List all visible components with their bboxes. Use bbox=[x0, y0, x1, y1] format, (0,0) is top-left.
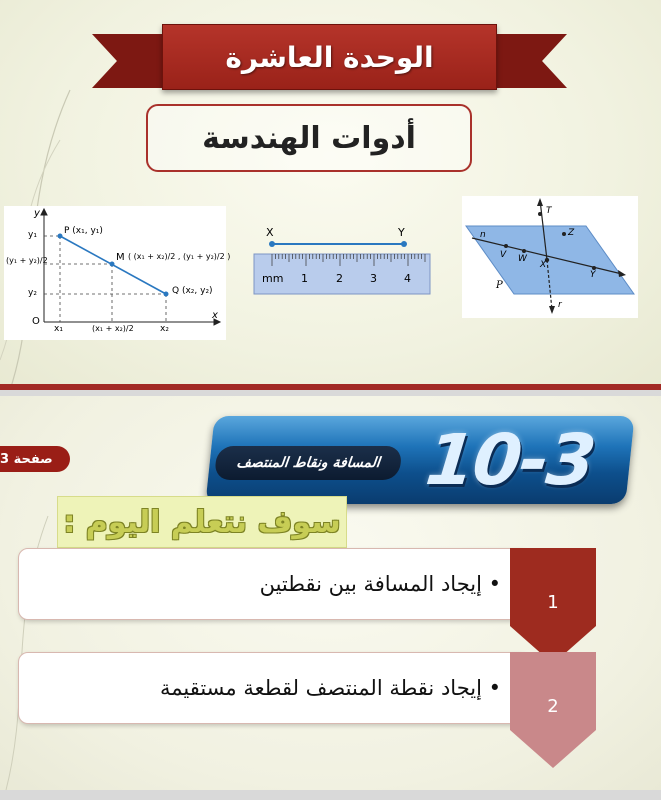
ruler-tick-2: 2 bbox=[336, 272, 343, 285]
page-number-tab bbox=[0, 446, 70, 472]
ruler-tick-3: 3 bbox=[370, 272, 377, 285]
objective-text-1: • إيجاد المسافة بين نقطتين bbox=[259, 572, 501, 596]
axis-y-label: y bbox=[34, 208, 40, 219]
objective-number-1: 1 bbox=[547, 592, 559, 613]
point-p-label: P (x₁, y₁) bbox=[64, 226, 103, 236]
axis-x-label: x bbox=[212, 310, 218, 321]
y1-label: y₁ bbox=[28, 230, 37, 240]
lesson-banner bbox=[205, 416, 634, 504]
point-m bbox=[110, 262, 115, 267]
plane-point-z: Z bbox=[568, 228, 575, 238]
plane-label: P bbox=[496, 280, 503, 291]
plane-line-n: n bbox=[480, 230, 486, 240]
ruler-tick-4: 4 bbox=[404, 272, 411, 285]
objective-number-2: 2 bbox=[547, 696, 559, 717]
ruler-figure bbox=[246, 222, 436, 302]
plane-point-y: Y bbox=[590, 270, 596, 280]
coordinate-figure bbox=[4, 206, 231, 340]
x-mid-label: (x₁ + x₂)/2 bbox=[92, 324, 134, 333]
slide-unit-cover bbox=[0, 0, 661, 390]
point-m-coords: ( (x₁ + x₂)/2 , (y₁ + y₂)/2 ) bbox=[128, 252, 231, 261]
plane-line-r: r bbox=[558, 300, 562, 310]
plane-point-x: X bbox=[540, 260, 547, 270]
objective-chevron-2 bbox=[510, 652, 596, 768]
ruler-point-x-label: X bbox=[266, 226, 274, 239]
point-x bbox=[269, 241, 275, 247]
plane-figure bbox=[462, 196, 638, 318]
point-m-label: M bbox=[116, 252, 125, 263]
point-q-label: Q (x₂, y₂) bbox=[172, 286, 213, 296]
objective-chevron-1 bbox=[510, 548, 596, 664]
objective-item-2 bbox=[18, 652, 530, 724]
unit-title-ribbon bbox=[92, 6, 567, 106]
ruler-unit-label: mm bbox=[262, 272, 284, 285]
subtitle-box bbox=[146, 104, 472, 172]
page-number-label: صفحة 3 bbox=[0, 451, 53, 467]
lesson-title-band bbox=[214, 446, 403, 480]
unit-title: الوحدة العاشرة bbox=[225, 40, 434, 74]
plane-point-w: W bbox=[518, 254, 527, 264]
x2-label: x₂ bbox=[160, 324, 169, 334]
learn-heading-box bbox=[57, 496, 347, 548]
point-p bbox=[58, 234, 63, 239]
ruler-tick-1: 1 bbox=[301, 272, 308, 285]
lesson-title: المسافة ونقاط المنتصف bbox=[235, 455, 381, 471]
x1-label: x₁ bbox=[54, 324, 63, 334]
learn-heading: سوف نتعلم اليوم : bbox=[63, 504, 341, 540]
ruler-point-y-label: Y bbox=[398, 226, 405, 239]
point-q bbox=[164, 292, 169, 297]
plane-point-t: T bbox=[546, 206, 552, 216]
slide-bottom-bar bbox=[0, 384, 661, 390]
objective-item-1 bbox=[18, 548, 530, 620]
objective-text-2: • إيجاد نقطة المنتصف لقطعة مستقيمة bbox=[159, 676, 501, 700]
subtitle: أدوات الهندسة bbox=[202, 120, 416, 156]
y-mid-label: (y₁ + y₂)/2 bbox=[6, 256, 48, 265]
plane-point-v: V bbox=[500, 250, 507, 260]
ribbon-main bbox=[162, 24, 497, 90]
slide-lesson-intro bbox=[0, 396, 661, 790]
y2-label: y₂ bbox=[28, 288, 37, 298]
lesson-number: 10-3 bbox=[422, 419, 598, 501]
origin-label: O bbox=[32, 316, 40, 327]
point-y bbox=[401, 241, 407, 247]
